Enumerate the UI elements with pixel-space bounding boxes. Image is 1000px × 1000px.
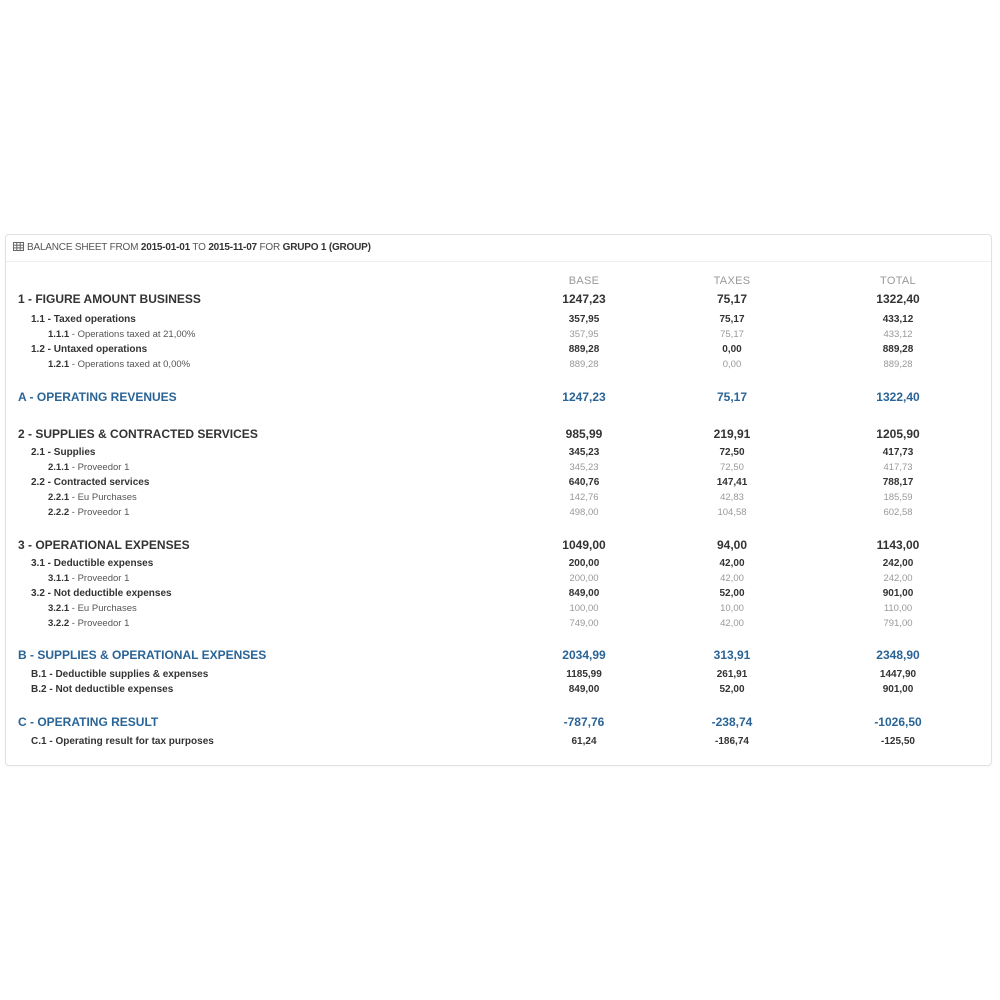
row-separator: - xyxy=(69,507,78,518)
detail-row xyxy=(6,618,991,632)
row-code: 3.2.1 xyxy=(48,603,70,614)
row-base-value: 498,00 xyxy=(569,507,599,518)
subsection-row xyxy=(6,736,991,750)
row-base-value: 849,00 xyxy=(568,588,600,599)
row-base-value: 200,00 xyxy=(569,573,599,584)
row-taxes-value: 42,83 xyxy=(720,492,744,503)
row-total-value: 110,00 xyxy=(883,603,913,614)
row-base-value: 345,23 xyxy=(569,462,599,473)
row-base-value: -787,76 xyxy=(563,715,605,729)
row-total-value: 901,00 xyxy=(882,588,914,599)
row-taxes-value: -238,74 xyxy=(711,715,753,729)
row-total-value: 417,73 xyxy=(882,447,914,458)
row-label xyxy=(48,603,137,614)
row-base-value: 1049,00 xyxy=(562,538,606,552)
row-base-value: 640,76 xyxy=(568,477,600,488)
row-label: 2.2 - Contracted services xyxy=(31,477,150,488)
detail-row xyxy=(6,329,991,343)
table-icon xyxy=(13,242,24,254)
row-separator: - xyxy=(69,359,78,370)
heading-for-word: FOR xyxy=(259,242,281,253)
row-code: 2.1.1 xyxy=(48,462,70,473)
row-total-value: 788,17 xyxy=(882,477,914,488)
row-base-value: 1247,23 xyxy=(562,292,606,306)
row-text: Proveedor 1 xyxy=(77,618,130,629)
row-label: 1 - FIGURE AMOUNT BUSINESS xyxy=(18,292,201,306)
row-base-value: 985,99 xyxy=(565,427,603,441)
row-total-value: 602,58 xyxy=(883,507,913,518)
row-label xyxy=(48,462,129,473)
row-total-value: 791,00 xyxy=(883,618,913,629)
row-taxes-value: 72,50 xyxy=(719,447,745,458)
row-label: 1.1 - Taxed operations xyxy=(31,314,136,325)
row-label xyxy=(48,492,137,503)
row-label: 2.1 - Supplies xyxy=(31,447,96,458)
row-label: B.1 - Deductible supplies & expenses xyxy=(31,669,209,680)
subsection-row xyxy=(6,588,991,602)
row-taxes-value: 72,50 xyxy=(720,462,744,473)
row-total-value: 1322,40 xyxy=(876,390,920,404)
summary-row xyxy=(6,390,991,404)
row-total-value: 185,59 xyxy=(883,492,913,503)
row-taxes-value: 0,00 xyxy=(722,344,742,355)
row-separator: - xyxy=(69,462,78,473)
row-total-value: 1205,90 xyxy=(876,427,920,441)
column-header-taxes: TAXES xyxy=(713,275,751,287)
subsection-row xyxy=(6,684,991,698)
row-taxes-value: 261,91 xyxy=(716,669,748,680)
row-text: Proveedor 1 xyxy=(77,462,130,473)
row-label: 3.2 - Not deductible expenses xyxy=(31,588,172,599)
row-base-value: 749,00 xyxy=(569,618,599,629)
row-taxes-value: 10,00 xyxy=(720,603,744,614)
row-total-value: 901,00 xyxy=(882,684,914,695)
column-header-base: BASE xyxy=(568,275,600,287)
section-row xyxy=(6,427,991,441)
row-taxes-value: 94,00 xyxy=(716,538,748,552)
row-total-value: 1322,40 xyxy=(876,292,920,306)
row-taxes-value: 75,17 xyxy=(720,329,744,340)
row-base-value: 1247,23 xyxy=(562,390,606,404)
row-label: 2 - SUPPLIES & CONTRACTED SERVICES xyxy=(18,427,258,441)
row-code: 3.2.2 xyxy=(48,618,70,629)
row-text: Eu Purchases xyxy=(77,603,137,614)
row-label: C.1 - Operating result for tax purposes xyxy=(31,736,214,747)
row-base-value: 889,28 xyxy=(569,359,599,370)
row-label xyxy=(48,329,195,340)
row-label: C - OPERATING RESULT xyxy=(18,715,159,729)
row-text: Operations taxed at 21,00% xyxy=(77,329,196,340)
row-total-value: -1026,50 xyxy=(874,715,922,729)
summary-row xyxy=(6,715,991,729)
row-base-value: 345,23 xyxy=(568,447,600,458)
subsection-row xyxy=(6,447,991,461)
row-label: 1.2 - Untaxed operations xyxy=(31,344,148,355)
row-label xyxy=(48,573,129,584)
detail-row xyxy=(6,603,991,617)
detail-row xyxy=(6,359,991,373)
row-code: 2.2.2 xyxy=(48,507,70,518)
row-taxes-value: -186,74 xyxy=(715,736,749,747)
row-base-value: 200,00 xyxy=(568,558,600,569)
subsection-row xyxy=(6,558,991,572)
row-taxes-value: 219,91 xyxy=(713,427,751,441)
row-label: 3.1 - Deductible expenses xyxy=(31,558,154,569)
row-taxes-value: 75,17 xyxy=(716,292,748,306)
balance-sheet-panel xyxy=(5,234,992,766)
row-total-value: 433,12 xyxy=(882,314,914,325)
heading-group: GRUPO 1 (GROUP) xyxy=(282,242,371,253)
row-taxes-value: 42,00 xyxy=(719,558,745,569)
row-taxes-value: 147,41 xyxy=(716,477,748,488)
row-separator: - xyxy=(69,618,78,629)
row-total-value: 1143,00 xyxy=(876,538,920,552)
row-label xyxy=(48,507,129,518)
detail-row xyxy=(6,507,991,521)
row-label xyxy=(48,359,190,370)
summary-row xyxy=(6,648,991,662)
row-text: Proveedor 1 xyxy=(77,573,130,584)
row-code: 1.2.1 xyxy=(48,359,70,370)
row-label: B - SUPPLIES & OPERATIONAL EXPENSES xyxy=(18,648,267,662)
row-taxes-value: 52,00 xyxy=(719,588,745,599)
section-row xyxy=(6,538,991,552)
column-header-total: TOTAL xyxy=(880,275,916,287)
section-row xyxy=(6,292,991,306)
row-taxes-value: 42,00 xyxy=(720,573,744,584)
row-code: 1.1.1 xyxy=(48,329,70,340)
row-base-value: 2034,99 xyxy=(562,648,606,662)
row-label: B.2 - Not deductible expenses xyxy=(31,684,174,695)
row-total-value: 1447,90 xyxy=(879,669,917,680)
row-taxes-value: 42,00 xyxy=(720,618,744,629)
row-base-value: 357,95 xyxy=(568,314,600,325)
row-taxes-value: 75,17 xyxy=(716,390,748,404)
subsection-row xyxy=(6,477,991,491)
row-base-value: 100,00 xyxy=(569,603,599,614)
panel-heading xyxy=(6,235,991,262)
subsection-row xyxy=(6,314,991,328)
row-total-value: 889,28 xyxy=(883,359,913,370)
row-taxes-value: 75,17 xyxy=(719,314,745,325)
row-text: Proveedor 1 xyxy=(77,507,130,518)
row-text: Eu Purchases xyxy=(77,492,137,503)
row-taxes-value: 52,00 xyxy=(719,684,745,695)
heading-to-word: TO xyxy=(192,242,206,253)
subsection-row xyxy=(6,344,991,358)
row-base-value: 357,95 xyxy=(569,329,599,340)
row-separator: - xyxy=(69,492,78,503)
heading-prefix: BALANCE SHEET FROM xyxy=(27,242,139,253)
row-total-value: 417,73 xyxy=(883,462,913,473)
heading-to-date: 2015-11-07 xyxy=(208,242,257,253)
row-total-value: 889,28 xyxy=(882,344,914,355)
row-text: Operations taxed at 0,00% xyxy=(77,359,191,370)
row-taxes-value: 0,00 xyxy=(722,359,742,370)
row-base-value: 61,24 xyxy=(571,736,597,747)
row-base-value: 1185,99 xyxy=(566,669,602,680)
row-total-value: 242,00 xyxy=(882,558,914,569)
subsection-row xyxy=(6,669,991,683)
row-base-value: 142,76 xyxy=(569,492,599,503)
row-taxes-value: 313,91 xyxy=(713,648,751,662)
row-separator: - xyxy=(69,329,78,340)
row-label: 3 - OPERATIONAL EXPENSES xyxy=(18,538,190,552)
row-total-value: 433,12 xyxy=(883,329,913,340)
row-base-value: 849,00 xyxy=(568,684,600,695)
row-total-value: 242,00 xyxy=(883,573,913,584)
row-separator: - xyxy=(69,573,78,584)
row-code: 3.1.1 xyxy=(48,573,70,584)
heading-from-date: 2015-01-01 xyxy=(140,242,190,253)
row-total-value: 2348,90 xyxy=(876,648,920,662)
row-label xyxy=(48,618,129,629)
row-code: 2.2.1 xyxy=(48,492,70,503)
row-separator: - xyxy=(69,603,78,614)
column-header-row xyxy=(6,275,991,289)
row-taxes-value: 104,58 xyxy=(717,507,747,518)
detail-row xyxy=(6,573,991,587)
detail-row xyxy=(6,492,991,506)
row-total-value: -125,50 xyxy=(881,736,915,747)
row-label: A - OPERATING REVENUES xyxy=(18,390,177,404)
row-base-value: 889,28 xyxy=(568,344,600,355)
detail-row xyxy=(6,462,991,476)
